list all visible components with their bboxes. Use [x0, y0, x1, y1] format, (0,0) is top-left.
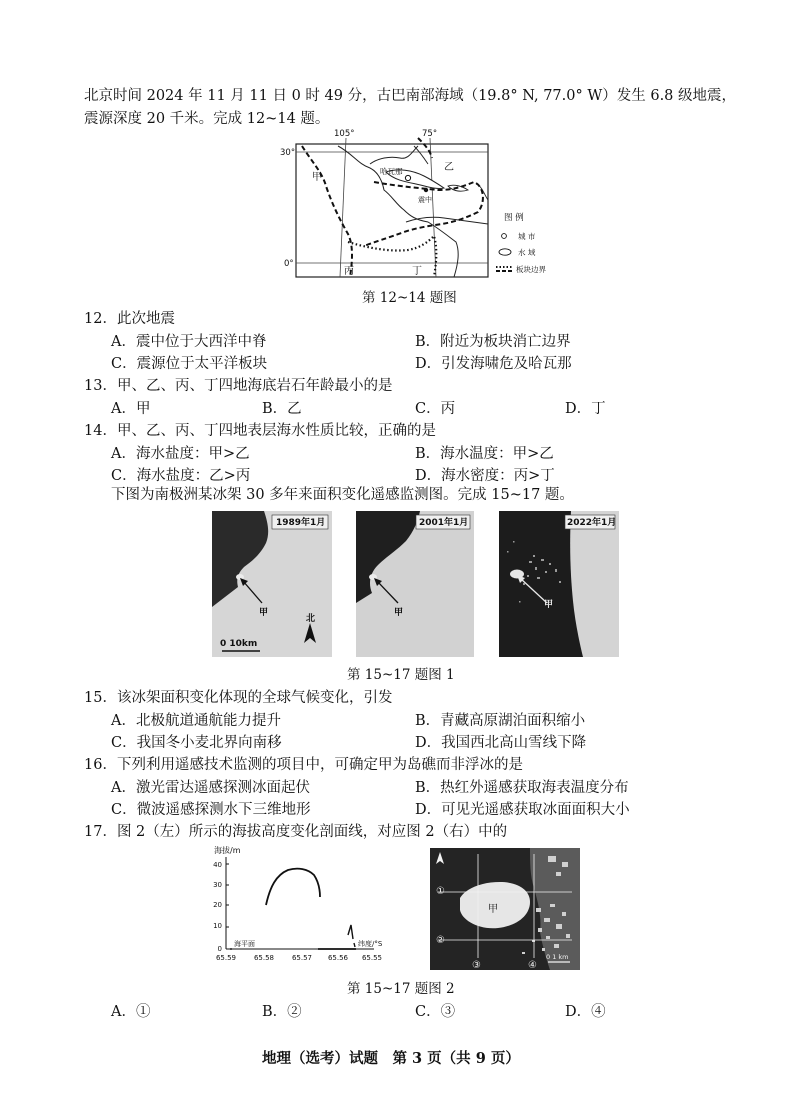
photo-1989-marker: 甲 — [259, 608, 269, 618]
q14-option-b[interactable]: B．海水温度：甲>乙 — [415, 446, 554, 462]
q14-stem: 14．甲、乙、丙、丁四地表层海水性质比较，正确的是 — [84, 423, 436, 439]
lon-label-75: 75° — [422, 129, 438, 139]
fig1-caption: 第 15~17 题图 1 — [347, 667, 455, 683]
q12-option-b[interactable]: B．附近为板块消亡边界 — [415, 334, 571, 350]
photo-2022-date: 2022年1月 — [567, 518, 617, 528]
q14-option-d[interactable]: D．海水密度：丙>丁 — [415, 468, 555, 484]
satellite-image — [430, 848, 580, 970]
epicenter-icon — [424, 188, 428, 192]
legend-city-icon — [502, 234, 507, 239]
profile-ylabel: 海拔/m — [214, 846, 241, 855]
profile-xlabel: 纬度/°S — [358, 940, 383, 948]
legend-title: 图 例 — [504, 213, 524, 223]
q17-stem: 17．图 2（左）所示的海拔高度变化剖面线，对应图 2（右）中的 — [84, 824, 508, 840]
q16-option-d[interactable]: D．可见光遥感获取冰面面积大小 — [415, 802, 630, 818]
profile-xtick-3: 65.57 — [291, 954, 313, 962]
label-yi: 乙 — [444, 162, 454, 173]
q16-option-c[interactable]: C．微波遥感探测水下三维地形 — [111, 802, 311, 818]
profile-ytick-40: 40 — [213, 861, 222, 869]
q15-option-c[interactable]: C．我国冬小麦北界向南移 — [111, 735, 282, 751]
profile-xtick-5: 65.55 — [361, 954, 383, 962]
photo-2001 — [356, 511, 474, 657]
photo-1989-scale: 0 10km — [220, 639, 258, 649]
legend-water: 水 域 — [518, 248, 536, 257]
q15-option-b[interactable]: B．青藏高原湖泊面积缩小 — [415, 713, 586, 729]
q14-option-a[interactable]: A．海水盐度：甲>乙 — [111, 446, 250, 462]
photo-1989-date: 1989年1月 — [276, 518, 326, 528]
transect-label-4: ④ — [528, 960, 537, 970]
intro2: 下图为南极洲某冰架 30 多年来面积变化遥感监测图。完成 15~17 题。 — [111, 487, 574, 503]
q12-option-d[interactable]: D．引发海啸危及哈瓦那 — [415, 356, 572, 372]
lat-label-30: 30° — [280, 148, 296, 158]
label-havana: 哈瓦那 — [380, 167, 403, 176]
page-footer: 地理（选考）试题 第 3 页（共 9 页） — [262, 1050, 520, 1067]
profile-ytick-0: 0 — [217, 945, 222, 953]
satellite-scale: 0 1 km — [546, 953, 569, 961]
transect-label-3: ③ — [472, 960, 481, 970]
profile-xtick-1: 65.59 — [215, 954, 237, 962]
north-label: 北 — [306, 614, 316, 624]
legend-city: 城 市 — [518, 232, 536, 241]
photo-1989 — [212, 511, 332, 657]
q13-option-d[interactable]: D．丁 — [565, 401, 606, 417]
transect-label-1: ① — [436, 886, 445, 897]
profile-xtick-2: 65.58 — [253, 954, 275, 962]
satellite-marker: 甲 — [488, 904, 498, 915]
lon-label-105: 105° — [334, 129, 355, 139]
label-bing: 丙 — [344, 266, 354, 277]
label-epicenter: 震中 — [418, 196, 432, 204]
elevation-profile — [208, 843, 394, 971]
q17-option-d[interactable]: D．④ — [565, 1004, 606, 1020]
intro-line-1: 北京时间 2024 年 11 月 11 日 0 时 49 分，古巴南部海域（19.8° N, 77.0° W）发生 6.8 级地震， — [84, 88, 737, 104]
photo-2022 — [499, 511, 619, 657]
profile-ytick-10: 10 — [213, 922, 222, 930]
profile-sea-level: 海平面 — [234, 940, 255, 948]
photo-2022-marker: 甲 — [544, 600, 554, 610]
photo-2001-marker: 甲 — [394, 608, 404, 618]
profile-elevation-line — [266, 869, 320, 905]
profile-xtick-4: 65.56 — [327, 954, 349, 962]
profile-ytick-30: 30 — [213, 881, 222, 889]
lat-label-0: 0° — [284, 259, 294, 269]
intro-line-2: 震源深度 20 千米。完成 12~14 题。 — [84, 111, 330, 127]
label-ding: 丁 — [412, 266, 422, 277]
q17-option-a[interactable]: A．① — [111, 1004, 151, 1020]
map-frame — [296, 144, 488, 277]
photo-2001-date: 2001年1月 — [419, 518, 469, 528]
q12-option-a[interactable]: A．震中位于大西洋中脊 — [111, 334, 267, 350]
havana-city-icon — [405, 175, 410, 180]
q17-option-c[interactable]: C．③ — [415, 1004, 456, 1020]
legend-boundary: 板块边界 — [516, 265, 546, 274]
q12-option-c[interactable]: C．震源位于太平洋板块 — [111, 356, 268, 372]
q17-option-b[interactable]: B．② — [262, 1004, 302, 1020]
q13-option-a[interactable]: A．甲 — [111, 401, 151, 417]
map-caption: 第 12~14 题图 — [362, 290, 457, 306]
profile-spike — [348, 925, 355, 947]
transect-label-2: ② — [436, 935, 445, 946]
q16-option-a[interactable]: A．激光雷达遥感探测冰面起伏 — [111, 780, 310, 796]
q16-option-b[interactable]: B．热红外遥感获取海表温度分布 — [415, 780, 629, 796]
profile-ytick-20: 20 — [213, 901, 222, 909]
q16-stem: 16．下列利用遥感技术监测的项目中，可确定甲为岛礁而非浮冰的是 — [84, 757, 523, 773]
q15-stem: 15．该冰架面积变化体现的全球气候变化，引发 — [84, 690, 393, 706]
q15-option-d[interactable]: D．我国西北高山雪线下降 — [415, 735, 587, 751]
fig2-caption: 第 15~17 题图 2 — [347, 981, 455, 997]
q13-option-c[interactable]: C．丙 — [415, 401, 456, 417]
plate-map — [278, 124, 568, 284]
q15-option-a[interactable]: A．北极航道通航能力提升 — [111, 713, 281, 729]
q13-option-b[interactable]: B．乙 — [262, 401, 302, 417]
q14-option-c[interactable]: C．海水盐度：乙>丙 — [111, 468, 251, 484]
q12-stem: 12．此次地震 — [84, 311, 175, 327]
q13-stem: 13．甲、乙、丙、丁四地海底岩石年龄最小的是 — [84, 378, 393, 394]
legend-water-icon — [499, 249, 511, 255]
label-jia: 甲 — [312, 172, 322, 183]
